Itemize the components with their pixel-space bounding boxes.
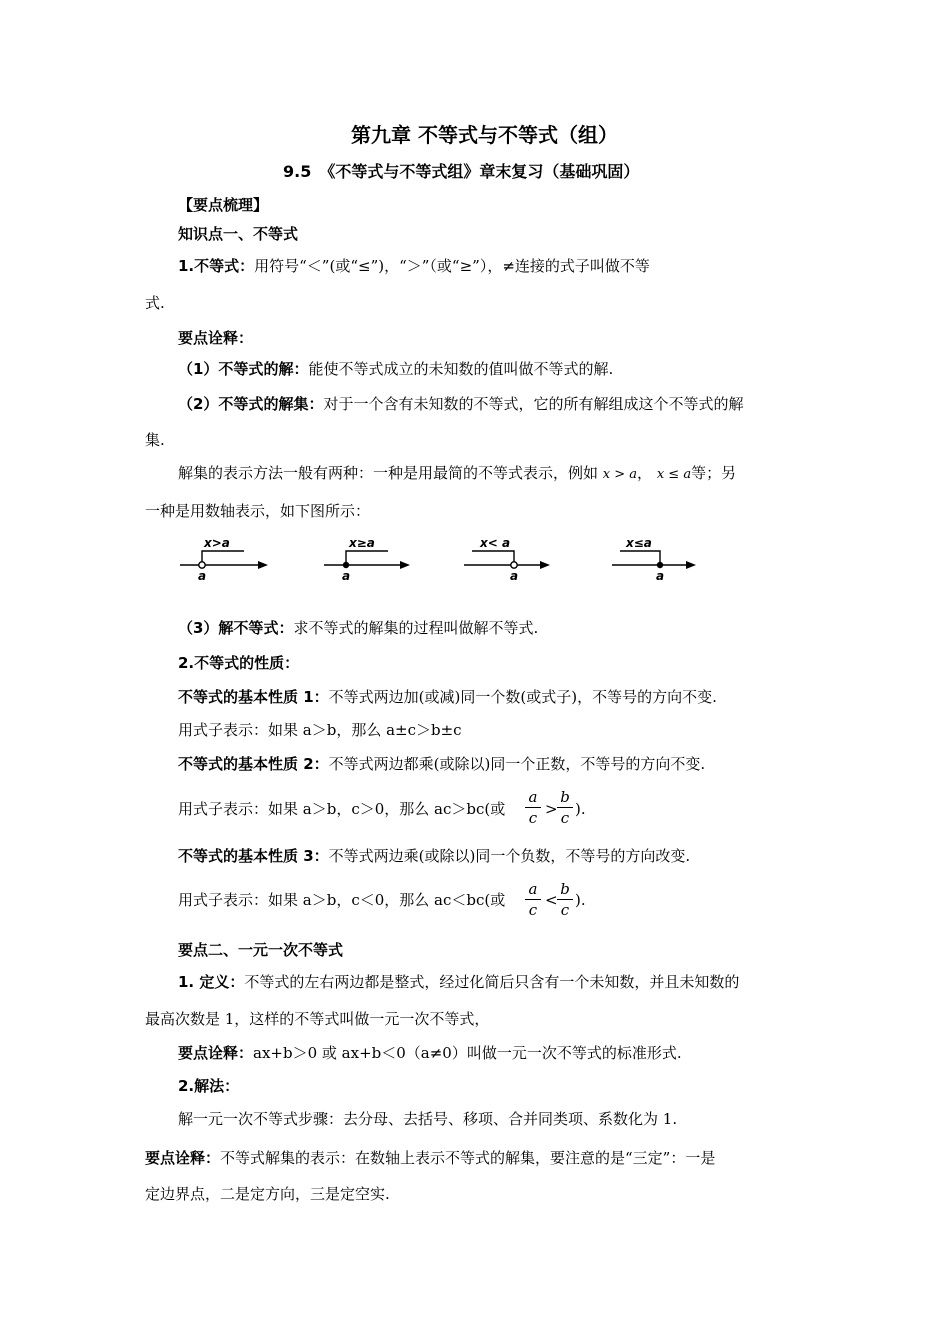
number-line-1-point: a <box>198 569 207 583</box>
point-3-label: （3）解不等式： <box>178 619 294 637</box>
note-3-line-2: 定边界点，二是定方向，三是定空实. <box>145 1185 390 1203</box>
chapter-title: 第九章 不等式与不等式（组） <box>351 123 618 147</box>
point-2-line-1 <box>178 397 743 412</box>
number-line-2-diagram <box>322 533 414 583</box>
fraction-denominator: c <box>560 901 570 919</box>
definition-2-line-1 <box>178 975 739 990</box>
number-line-4-point: a <box>656 569 665 583</box>
property-3-label: 不等式的基本性质 3： <box>178 847 329 865</box>
note-3-text: 不等式解集的表示：在数轴上表示不等式的解集，要注意的是“三定”：一是 <box>220 1149 716 1167</box>
note-3-line-1 <box>145 1151 715 1166</box>
fraction-numerator: a <box>528 788 538 806</box>
example-x-le-a: x ≤ a <box>656 467 692 482</box>
property-3-text: 不等式两边乘(或除以)同一个负数，不等号的方向改变. <box>328 847 691 865</box>
number-line-4-label: x≤a <box>626 536 652 550</box>
number-line-x-ge-a <box>322 533 414 587</box>
point-1-text: 能使不等式成立的未知数的值叫做不等式的解. <box>308 360 614 378</box>
point-2-text: 对于一个含有未知数的不等式，它的所有解组成这个不等式的解 <box>323 395 744 413</box>
fraction-numerator: b <box>560 880 570 898</box>
section-subtitle: 9.5 《不等式与不等式组》章末复习（基础巩固） <box>283 162 640 181</box>
representation-text-end: 等；另 <box>691 464 737 482</box>
example-separator: ， <box>637 464 653 482</box>
number-line-2-label: x≥a <box>349 536 375 550</box>
fraction-denominator: c <box>560 809 570 827</box>
point-2-line-2: 集. <box>145 431 165 449</box>
representation-text: 解集的表示方法一般有两种：一种是用最简的不等式表示，例如 <box>178 464 599 482</box>
property-2-fraction-a-over-c <box>525 790 541 826</box>
fraction-numerator: a <box>528 880 538 898</box>
knowledge-point-1-title: 知识点一、不等式 <box>178 225 299 243</box>
point-3-text: 求不等式的解集的过程叫做解不等式. <box>293 619 539 637</box>
definition-2-text: 不等式的左右两边都是整式，经过化简后只含有一个未知数，并且未知数的 <box>244 973 740 991</box>
point-1-label: （1）不等式的解： <box>178 360 309 378</box>
property-3-fraction-b-over-c <box>557 882 573 918</box>
number-line-4-diagram <box>610 533 702 583</box>
definition-1-line-2: 式. <box>145 294 165 312</box>
point-2-label: （2）不等式的解集： <box>178 395 324 413</box>
point-3-line <box>178 621 538 636</box>
number-line-x-le-a <box>610 533 702 587</box>
number-line-x-gt-a <box>178 533 270 587</box>
definition-1-label: 1.不等式： <box>178 257 255 275</box>
fraction-numerator: b <box>560 788 570 806</box>
definition-1-text: 用符号“＜”(或“≤”)，“＞”（或“≥”），≠连接的式子叫做不等 <box>254 257 650 275</box>
property-1-line <box>178 690 717 705</box>
property-1-expression: 用式子表示：如果 a＞b，那么 a±c＞b±c <box>178 721 462 739</box>
point-1-line <box>178 362 613 377</box>
number-line-3-point: a <box>510 569 519 583</box>
property-2-line <box>178 757 705 772</box>
property-2-fraction-b-over-c <box>557 790 573 826</box>
definition-2-line-2: 最高次数是 1，这样的不等式叫做一元一次不等式， <box>145 1010 490 1028</box>
property-2-label: 不等式的基本性质 2： <box>178 755 329 773</box>
property-1-text: 不等式两边加(或减)同一个数(或式子)，不等号的方向不变. <box>328 688 717 706</box>
number-line-2-point: a <box>342 569 351 583</box>
property-2-expression: 用式子表示：如果 a＞b，c＞0，那么 ac＞bc(或 <box>178 800 506 818</box>
property-3-operator: < <box>545 891 558 909</box>
property-3-close: ). <box>575 891 586 909</box>
properties-title: 2.不等式的性质： <box>178 654 300 672</box>
section-header: 【要点梳理】 <box>178 196 269 214</box>
definition-1-line-1 <box>178 259 650 274</box>
note-2-text: ax+b＞0 或 ax+b＜0（a≠0）叫做一元一次不等式的标准形式. <box>253 1044 682 1062</box>
solution-method-title: 2.解法： <box>178 1077 240 1095</box>
number-line-x-lt-a <box>462 533 554 587</box>
property-2-text: 不等式两边都乘(或除以)同一个正数，不等号的方向不变. <box>328 755 706 773</box>
number-line-3-diagram <box>462 533 554 583</box>
property-2-operator: > <box>545 800 558 818</box>
solution-method-text: 解一元一次不等式步骤：去分母、去括号、移项、合并同类项、系数化为 1. <box>178 1110 678 1128</box>
property-3-line <box>178 849 690 864</box>
solution-set-representation-line-2: 一种是用数轴表示，如下图所示： <box>145 502 371 520</box>
note-3-label: 要点诠释： <box>145 1149 221 1167</box>
note-2-label: 要点诠释： <box>178 1044 254 1062</box>
property-1-label: 不等式的基本性质 1： <box>178 688 329 706</box>
number-line-1-label: x>a <box>204 536 230 550</box>
fraction-denominator: c <box>528 901 538 919</box>
fraction-denominator: c <box>528 809 538 827</box>
number-line-3-label: x< a <box>480 536 511 550</box>
solution-set-representation-line-1 <box>178 466 736 481</box>
example-x-gt-a: x > a <box>602 467 638 482</box>
note-1-label: 要点诠释： <box>178 329 254 347</box>
property-2-close: ). <box>575 800 586 818</box>
property-3-fraction-a-over-c <box>525 882 541 918</box>
number-line-1-diagram <box>178 533 270 583</box>
property-3-expression: 用式子表示：如果 a＞b，c＜0，那么 ac＜bc(或 <box>178 891 506 909</box>
definition-2-label: 1. 定义： <box>178 973 245 991</box>
note-2-line <box>178 1046 682 1061</box>
key-point-2-title: 要点二、一元一次不等式 <box>178 941 344 959</box>
